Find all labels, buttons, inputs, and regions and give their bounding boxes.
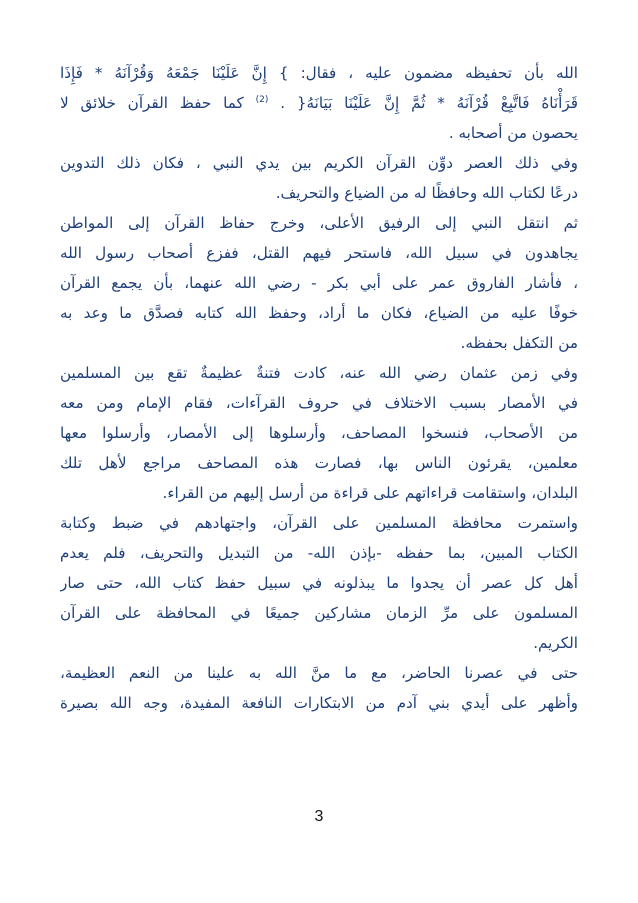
text-line-2: [60, 88, 578, 118]
text-line-9: خوفًا عليه من الضياع، فكان ما أراد، وحفظ الله كتابه فصدَّق ما وعد به: [60, 304, 578, 322]
text-line-16: واستمرت محافظة المسلمين على القرآن، واجتهادهم في ضبط وكتابة: [60, 514, 578, 532]
text-line-15: البلدان، واستقامت قراءاتهم على قراءة من أرسل إليهم من القراء.: [162, 484, 578, 502]
text-line-21: حتى في عصرنا الحاضر، مع ما منَّ الله به علينا من النعم العظيمة،: [60, 664, 578, 682]
text-line-19: المسلمون على مرِّ الزمان مشاركين جميعًا في المحافظة على القرآن: [60, 604, 578, 622]
text-line-17: الكتاب المبين، بما حفظه -بإذن الله- من التبديل والتحريف، فلم يعدم: [60, 544, 578, 562]
text-line-4: وفي ذلك العصر دوِّن القرآن الكريم بين يدي النبي ، فكان ذلك التدوين: [60, 154, 578, 172]
text-line-8: ، فأشار الفاروق عمر على أبي بكر - رضي الله عنهما، بأن يجمع القرآن: [60, 274, 578, 292]
text-line-10: من التكفل بحفظه.: [460, 334, 578, 352]
text-line-14: معلمين، يقرئون الناس بها، فصارت هذه المصاحف مراجع لأهل تلك: [60, 454, 578, 472]
text-line-20: الكريم.: [533, 634, 578, 652]
verse-end: قَرَأْنَاهُ فَاتَّبِعْ قُرْآنَهُ * ثُمَّ إِنَّ عَلَيْنَا بَيَانَهُ{ .: [280, 94, 578, 112]
page-number: 3: [314, 808, 324, 825]
text-line-5: درعًا لكتاب الله وحافظًا له من الضياع والتحريف.: [275, 184, 578, 202]
text-line-22: وأظهر على أيدي بني آدم من الابتكارات النافعة المفيدة، وجه الله بصيرة: [60, 694, 578, 712]
body-text: [60, 58, 578, 718]
text-line-13: من الأصحاب، فنسخوا المصاحف، وأرسلوها إلى الأمصار، وأرسلوا معها: [60, 424, 578, 442]
text-line-1: الله بأن تحفيظه مضمون عليه ، فقال: } إِنَّ عَلَيْنَا جَمْعَهُ وَقُرْآنَهُ * فَإِذَا: [60, 64, 578, 82]
footnote-marker[interactable]: (2): [255, 94, 269, 105]
text-line-7: يجاهدون في سبيل الله، فاستحر فيهم القتل، ففزع أصحاب رسول الله: [60, 244, 578, 262]
text-line-2-tail: كما حفظ القرآن خلائق لا: [60, 94, 244, 112]
text-line-11: وفي زمن عثمان رضي الله عنه، كادت فتنةٌ عظيمةٌ تقع بين المسلمين: [60, 364, 578, 382]
text-line-3: يحصون من أصحابه .: [448, 124, 578, 142]
text-line-6: ثم انتقل النبي إلى الرفيق الأعلى، وخرج حفاظ القرآن إلى المواطن: [60, 214, 578, 232]
text-line-12: في الأمصار بسبب الاختلاف في حروف القرآءات، فقام الإمام ومن معه: [60, 394, 578, 412]
text-line-18: أهل كل عصر أن يجدوا ما يبذلونه في سبيل حفظ كتاب الله، حتى صار: [60, 574, 578, 592]
